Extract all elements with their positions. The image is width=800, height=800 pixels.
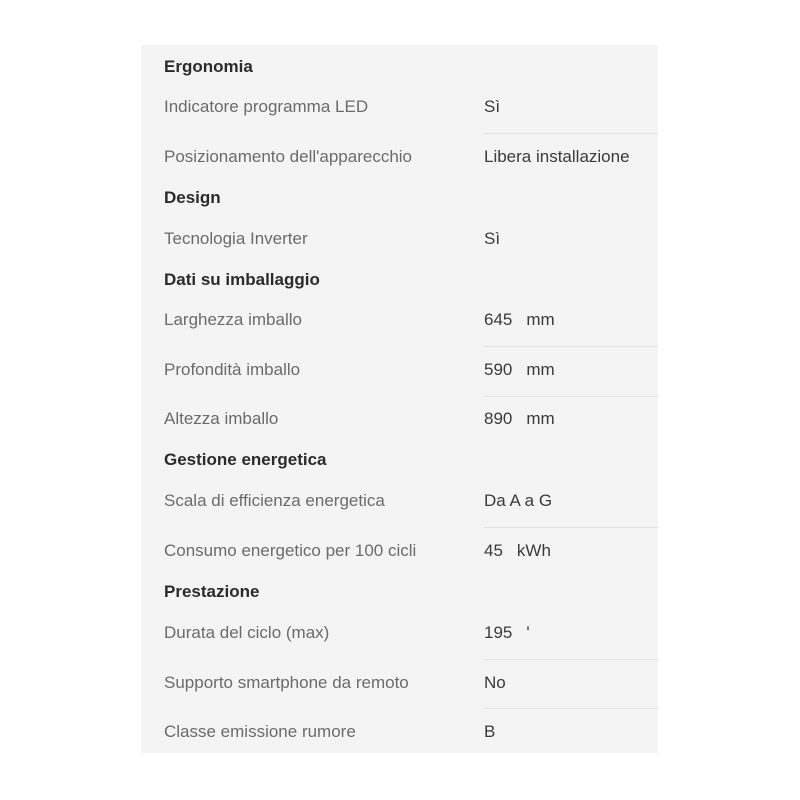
spec-value: B [484, 722, 496, 741]
section-title-performance: Prestazione [164, 582, 260, 601]
spec-label: Posizionamento dell'apparecchio [164, 147, 413, 166]
spec-label: Supporto smartphone da remoto [164, 673, 409, 692]
spec-value: No [484, 673, 506, 692]
spec-value: 590 mm [484, 360, 555, 379]
spec-label: Scala di efficienza energetica [164, 491, 385, 510]
spec-unit: ' [526, 623, 530, 642]
spec-unit: mm [526, 360, 555, 379]
spec-label: Tecnologia Inverter [164, 229, 308, 248]
spec-value: 890 mm [484, 409, 555, 428]
spec-value: 195 ' [484, 623, 530, 642]
row-divider [484, 133, 658, 134]
spec-label: Classe emissione rumore [164, 722, 356, 741]
row-divider [484, 527, 658, 528]
section-title-packaging: Dati su imballaggio [164, 270, 320, 289]
spec-label: Profondità imballo [164, 360, 301, 379]
row-divider [484, 659, 658, 660]
spec-label: Larghezza imballo [164, 310, 302, 329]
section-title-energy: Gestione energetica [164, 450, 327, 469]
section-title-ergonomia: Ergonomia [164, 57, 253, 76]
spec-label: Durata del ciclo (max) [164, 623, 330, 642]
spec-label: Indicatore programma LED [164, 97, 369, 116]
spec-unit: mm [526, 409, 555, 428]
spec-value: Sì [484, 229, 501, 248]
spec-label: Altezza imballo [164, 409, 279, 428]
spec-unit: kWh [516, 541, 551, 560]
row-divider [484, 346, 658, 347]
spec-value: Sì [484, 97, 501, 116]
spec-value: Da A a G [484, 491, 553, 510]
specifications-panel [141, 45, 658, 753]
spec-value: Libera installazione [484, 147, 630, 166]
spec-label: Consumo energetico per 100 cicli [164, 541, 417, 560]
spec-value: 45 kWh [484, 541, 551, 560]
spec-unit: mm [526, 310, 555, 329]
row-divider [484, 708, 658, 709]
row-divider [484, 396, 658, 397]
spec-value: 645 mm [484, 310, 555, 329]
section-title-design: Design [164, 188, 221, 207]
